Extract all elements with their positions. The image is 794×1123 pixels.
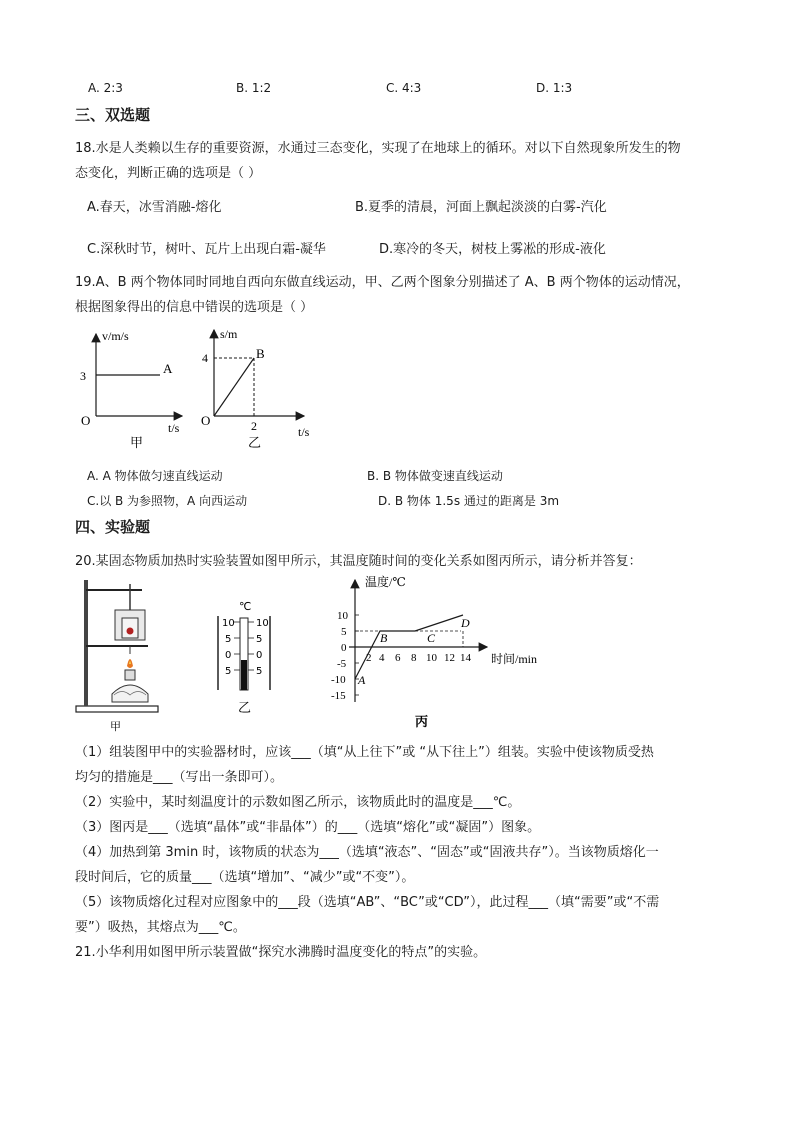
graph-yi-x-tick: 2 bbox=[251, 419, 257, 433]
fig-bing-ylabel: 温度/℃ bbox=[365, 575, 406, 589]
q18-stem-line2: 态变化，判断正确的选项是（ ） bbox=[75, 166, 262, 181]
q19-graphs bbox=[70, 322, 330, 450]
q19-stem-line1: 19.A、B 两个物体同时同地自西向东做直线运动，甲、乙两个图象分别描述了 A、B 两个物体的运动情况， bbox=[75, 275, 690, 290]
graph-yi-xlabel: t/s bbox=[298, 425, 310, 439]
fig-jia-caption: 甲 bbox=[110, 721, 121, 733]
fig-bing-xtick-12: 12 bbox=[444, 652, 455, 664]
q18-option-b: B.夏季的清晨，河面上飘起淡淡的白雾-汽化 bbox=[355, 200, 607, 215]
q18-option-d: D.寒冷的冬天，树枝上雾凇的形成-液化 bbox=[379, 242, 606, 257]
fig-bing-ytick-10: 10 bbox=[337, 610, 348, 622]
q20-part2: （2）实验中，某时刻温度计的示数如图乙所示，该物质此时的温度是___℃。 bbox=[75, 795, 521, 810]
fig-bing-xtick-10: 10 bbox=[426, 652, 437, 664]
section-heading-4: 四、实验题 bbox=[75, 518, 151, 536]
fig-bing-xtick-2: 2 bbox=[366, 652, 372, 664]
graph-jia-xlabel: t/s bbox=[168, 421, 180, 435]
graph-yi bbox=[201, 327, 310, 450]
fig-yi-caption: 乙 bbox=[238, 701, 252, 716]
fig-yi-tick-r1: 10 bbox=[256, 618, 269, 629]
q18-stem-line1: 18.水是人类赖以生存的重要资源，水通过三态变化，实现了在地球上的循环。对以下自然现象所发生的物 bbox=[75, 141, 681, 156]
fig-bing-ytick-m15: -15 bbox=[331, 690, 346, 702]
graph-yi-ylabel: s/m bbox=[220, 327, 238, 341]
q20-part5-line2: 要”）吸热，其熔点为___℃。 bbox=[75, 920, 246, 935]
fig-bing-ytick-5: 5 bbox=[341, 626, 347, 638]
fig-bing-xlabel: 时间/min bbox=[491, 652, 538, 666]
graph-jia-line-label: A bbox=[163, 361, 173, 376]
q18-option-c: C.深秋时节，树叶、瓦片上出现白霜-凝华 bbox=[87, 242, 326, 257]
graph-jia-value-label: 3 bbox=[80, 369, 86, 383]
fig-yi-tick-r3: 0 bbox=[256, 650, 263, 661]
fig-bing-point-c: C bbox=[427, 631, 436, 645]
fig-bing-point-a: A bbox=[358, 673, 366, 687]
graph-yi-y-tick: 4 bbox=[202, 351, 208, 365]
fig-bing-point-b: B bbox=[380, 631, 388, 645]
fig-bing-caption: 丙 bbox=[415, 714, 429, 729]
section-heading-3: 三、双选题 bbox=[75, 106, 151, 124]
graph-jia-origin: O bbox=[81, 413, 91, 428]
q20-part4-line1: （4）加热到第 3min 时，该物质的状态为___（选填“液态”、“固态”或“固液共存”）。当该物质熔化一 bbox=[75, 845, 659, 860]
q20-part1-line1: （1）组装图甲中的实验器材时，应该___（填“从上往下”或 “从下往上”）组装。实验中使该物质受热 bbox=[75, 745, 654, 760]
graph-yi-caption: 乙 bbox=[248, 435, 262, 450]
graph-yi-distance-line bbox=[214, 358, 254, 416]
q20-fig-bing-graph bbox=[325, 574, 555, 730]
q20-part3: （3）图丙是___（选填“晶体”或“非晶体”）的___（选填“熔化”或“凝固”）图象。 bbox=[75, 820, 541, 835]
graph-yi-origin: O bbox=[201, 413, 211, 428]
fig-bing-ytick-m5: -5 bbox=[337, 658, 347, 670]
fig-bing-point-d: D bbox=[461, 616, 470, 630]
q20-fig-yi-thermometer bbox=[212, 598, 282, 720]
q20-part4-line2: 段时间后，它的质量___（选填“增加”、“减少”或“不变”）。 bbox=[75, 870, 415, 885]
q20-part1-line2: 均匀的措施是___（写出一条即可）。 bbox=[75, 770, 284, 785]
fig-bing-ytick-0: 0 bbox=[341, 642, 347, 654]
graph-yi-point-label: B bbox=[256, 346, 265, 361]
q17-option-b: B. 1:2 bbox=[236, 81, 272, 95]
q20-intro: 20.某固态物质加热时实验装置如图甲所示，其温度随时间的变化关系如图丙所示，请分析并答复： bbox=[75, 554, 642, 569]
q17-option-d: D. 1:3 bbox=[536, 81, 573, 95]
graph-jia-ylabel: v/m/s bbox=[102, 329, 129, 343]
fig-yi-tick-r4: 5 bbox=[256, 666, 263, 677]
q20-fig-jia-apparatus bbox=[70, 574, 170, 734]
fig-yi-tick-l2: 5 bbox=[225, 634, 232, 645]
fig-yi-unit: ℃ bbox=[239, 600, 252, 613]
q19-option-a: A. A 物体做匀速直线运动 bbox=[87, 469, 223, 483]
fig-yi-tick-l4: 5 bbox=[225, 666, 232, 677]
q19-option-d: D. B 物体 1.5s 通过的距离是 3m bbox=[378, 494, 560, 508]
q19-option-b: B. B 物体做变速直线运动 bbox=[367, 469, 503, 483]
graph-jia bbox=[80, 329, 182, 450]
fig-bing-ytick-m10: -10 bbox=[331, 674, 346, 686]
fig-yi-tick-l1: 10 bbox=[222, 618, 235, 629]
fig-yi-tick-l3: 0 bbox=[225, 650, 232, 661]
q18-option-a: A.春天，冰雪消融-熔化 bbox=[87, 200, 222, 215]
q19-option-c: C.以 B 为参照物，A 向西运动 bbox=[87, 494, 248, 508]
fig-bing-xtick-6: 6 bbox=[395, 652, 401, 664]
fig-bing-xtick-4: 4 bbox=[379, 652, 385, 664]
q19-stem-line2: 根据图象得出的信息中错误的选项是（ ） bbox=[75, 300, 314, 315]
q21-stem: 21.小华利用如图甲所示装置做“探究水沸腾时温度变化的特点”的实验。 bbox=[75, 945, 487, 960]
graph-jia-caption: 甲 bbox=[130, 435, 144, 450]
fig-yi-tick-r2: 5 bbox=[256, 634, 263, 645]
fig-bing-xtick-14: 14 bbox=[460, 652, 471, 664]
q17-option-a: A. 2:3 bbox=[88, 81, 123, 95]
fig-bing-xtick-8: 8 bbox=[411, 652, 417, 664]
q17-option-c: C. 4:3 bbox=[386, 81, 422, 95]
q20-part5-line1: （5）该物质熔化过程对应图象中的___段（选填“AB”、“BC”或“CD”），此过程___（填“需要”或“不需 bbox=[75, 895, 660, 910]
